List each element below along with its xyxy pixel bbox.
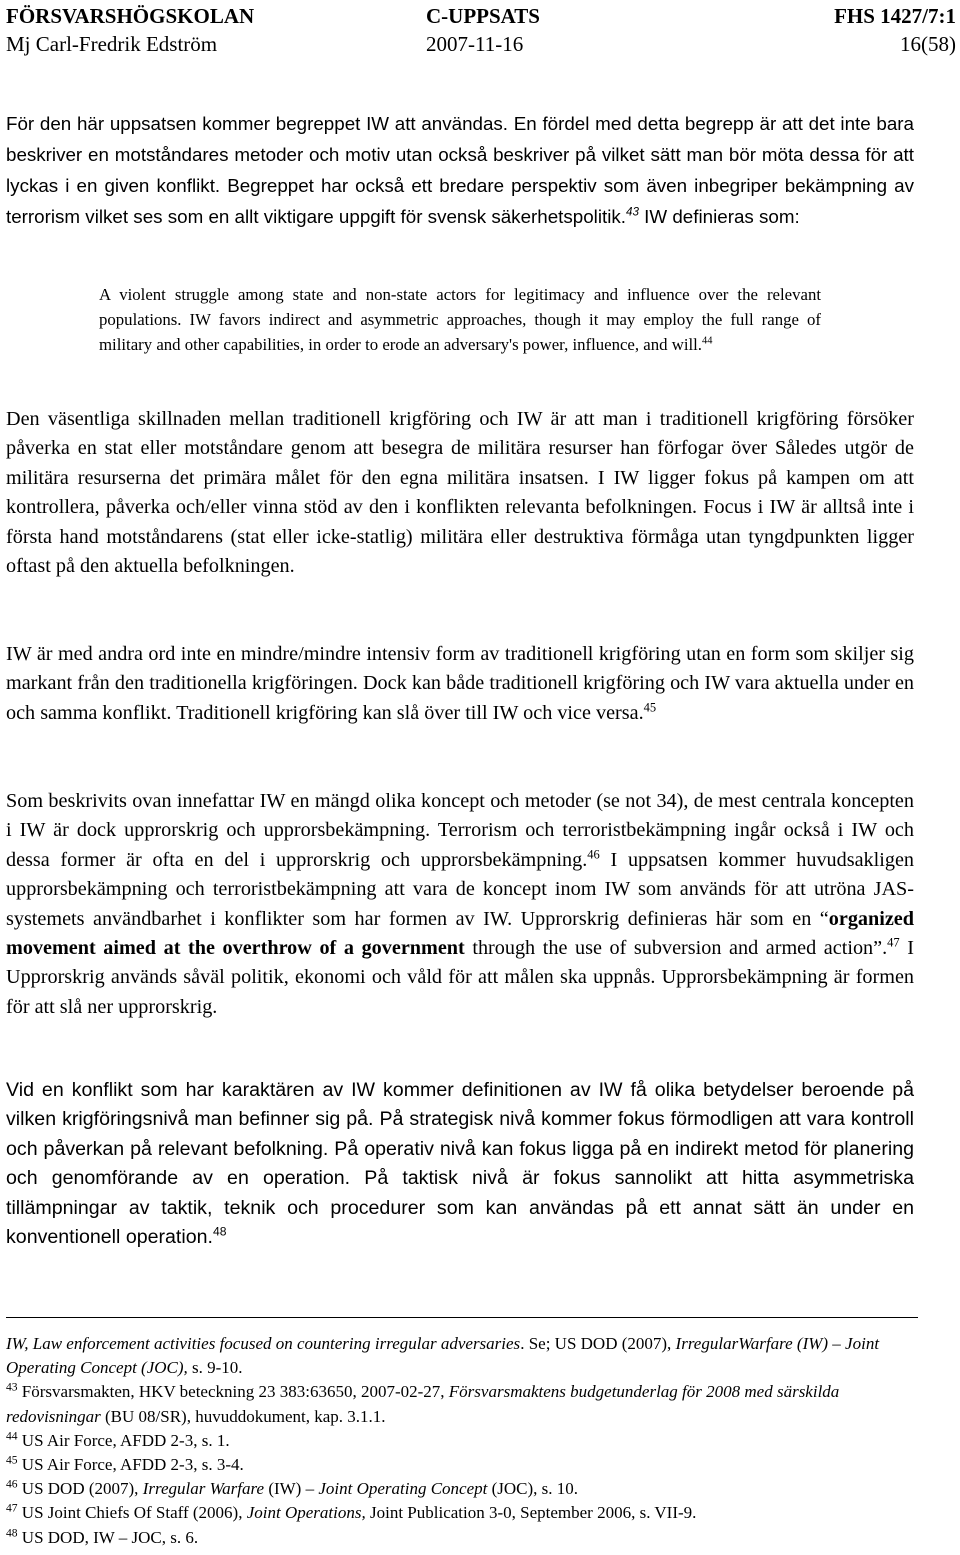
school-name: FÖRSVARSHÖGSKOLAN: [6, 4, 255, 28]
course-code: FHS 1427/7:1: [834, 4, 956, 28]
footnote-continuation: [6, 1332, 918, 1380]
paragraph-text: Vid en konflikt som har karaktären av IW kommer definitionen av IW få olika betydelser beroende på vilken krigföringsnivå man befinner sig på. På strategisk nivå kommer fokus förmodligen att vara kontroll och påverkan på relevant befolkning. På operativ nivå kan fokus ligga på en indirekt metod för planering och genomförande av en operation. På taktisk nivå är fokus sannolikt att hitta asymmetriska tillämpningar av taktik, teknik och procedurer som kan användas på ett annat sätt än under en konventionell operation.: [6, 1079, 914, 1249]
paragraph-tail: IW definieras som:: [638, 206, 800, 227]
footnote-text: US DOD, IW – JOC, s. 6.: [17, 1527, 199, 1547]
paragraph-text-d: I Upprorskrig används såväl politik, ekonomi och våld för att målen ska uppnås. Upprorsbekämpning är formen för att slå ner upprorskrig.: [6, 937, 914, 1018]
footnote-text: US Joint Chiefs Of Staff (2006),: [17, 1503, 247, 1523]
footnote-text: US DOD (2007),: [17, 1479, 143, 1499]
footnote-ref-44[interactable]: 44: [702, 335, 713, 347]
footnote-ref-47[interactable]: 47: [887, 935, 900, 950]
footnote-number: 48: [6, 1525, 18, 1539]
footnote-text: US Air Force, AFDD 2-3, s. 3-4.: [17, 1455, 244, 1475]
footnote-text: Försvarsmakten, HKV beteckning 23 383:63650, 2007-02-27,: [17, 1382, 449, 1402]
block-quote-iw-definition: [99, 282, 821, 357]
footnote-43: [6, 1380, 918, 1428]
footnote-italic: IrregularWarfare (IW) – Joint Operating Concept (JOC),: [6, 1334, 880, 1378]
footnote-text: (JOC), s. 10.: [487, 1479, 579, 1499]
footnote-45: [6, 1453, 918, 1477]
page-header: [6, 2, 956, 58]
document-date: 2007-11-16: [426, 32, 524, 56]
paragraph-text: För den här uppsatsen kommer begreppet IW att användas. En fördel med detta begrepp är att det inte bara beskriver en motståndares metoder och motiv utan också beskriver på vilket sätt man bör möta dessa för att lyckas i en given konflikt. Begreppet har också ett bredare perspektiv som även inbegriper bekämpning av terrorism vilket ses som en allt viktigare uppgift för svensk säkerhetspolitik.: [6, 113, 914, 227]
paragraph-text-a: Som beskrivits ovan innefattar IW en mängd olika koncept och metoder (se not 34), de mest centrala koncepten i IW är dock upprorskrig och upprorsbekämpning. Terrorism och terroristbekämpning ingår också i IW och dessa former är ofta en del i upprorskrig och upprorsbekämpning.: [6, 790, 914, 871]
quote-text: A violent struggle among state and non-state actors for legitimacy and influence over the relevant populations. IW favors indirect and asymmetric approaches, though it may employ the full range of military and other capabilities, in order to erode an adversary's power, influence, and will.: [99, 285, 821, 354]
footnote-ref-43[interactable]: 43: [626, 205, 639, 219]
footnote-number: 46: [6, 1477, 18, 1491]
footnote-ref-46[interactable]: 46: [587, 847, 600, 862]
footnote-italic: Irregular Warfare: [142, 1479, 265, 1499]
footnote-italic: Joint Operating Concept: [318, 1479, 488, 1499]
footnote-text: (BU 08/SR), huvuddokument, kap. 3.1.1.: [100, 1406, 386, 1426]
footnote-number: 45: [6, 1453, 18, 1467]
header-row-bottom: [6, 30, 956, 58]
paragraph-iw-term: [6, 108, 914, 232]
paragraph-text: Den väsentliga skillnaden mellan traditionell krigföring och IW är att man i traditionell krigföring försöker påverka en stat eller motståndare genom att besegra de militära resurser han förfogar över Således utgör de militära resurserna det primära målet för den egna militära insatsen. I IW ligger fokus på kampen om att kontrollera, påverka och/eller vinna stöd av den i konflikten relevanta befolkningen. Focus i IW är alltså inte i första hand motståndarens (stat eller icke-statlig) militära eller destruktiva förmåga utan tyngdpunkten ligger oftast på den aktuella befolkningen.: [6, 408, 914, 578]
footnote-text: . Se; US DOD (2007),: [520, 1334, 676, 1353]
paragraph-levels: [6, 1076, 914, 1252]
footnote-separator: [6, 1317, 918, 1318]
footnote-text: (IW) –: [264, 1479, 319, 1499]
footnote-48: [6, 1526, 918, 1550]
footnote-ref-45[interactable]: 45: [643, 700, 657, 715]
footnote-46: [6, 1477, 918, 1501]
bold-definition: organized movement aimed at the overthrow of a government: [6, 907, 914, 960]
footnote-number: 44: [6, 1429, 18, 1443]
paragraph-difference: [6, 405, 914, 581]
footnote-text: s. 9-10.: [187, 1358, 243, 1378]
page-number: 16(58): [900, 32, 956, 56]
paragraph-text: IW är med andra ord inte en mindre/mindre intensiv form av traditionell krigföring utan en form som skiljer sig markant från den traditionella krigföringen. Dock kan både traditionell krigföring och IW vara aktuella under en och samma konflikt. Traditionell krigföring kan slå över till IW och vice versa.: [6, 643, 914, 724]
footnote-47: [6, 1501, 918, 1525]
footnote-number: 47: [6, 1501, 18, 1515]
author-name: Mj Carl-Fredrik Edström: [6, 32, 218, 56]
footnotes: [6, 1332, 918, 1550]
paragraph-text-b: I uppsatsen kommer huvudsakligen upprorsbekämpning och terroristbekämpning att vara de koncept inom IW som används för att utröna JAS-systemets användbarhet i konflikter som har formen av IW. Upprorskrig definieras här som en “: [6, 848, 915, 930]
footnote-number: 43: [6, 1380, 18, 1394]
footnote-44: [6, 1429, 918, 1453]
footnote-ref-48[interactable]: 48: [212, 1224, 227, 1239]
footnote-italic: IW, Law enforcement activities focused on countering irregular adversaries: [6, 1334, 521, 1353]
footnote-italic: Joint Operations,: [246, 1503, 366, 1523]
paragraph-text-c: through the use of subversion and armed action”.: [464, 937, 888, 960]
document-type: C-UPPSATS: [426, 4, 540, 28]
paragraph-iw-form: [6, 640, 914, 728]
footnote-text: Joint Publication 3-0, September 2006, s. VII-9.: [365, 1503, 697, 1523]
header-row-top: [6, 2, 956, 30]
paragraph-concepts: [6, 787, 914, 1022]
footnote-text: US Air Force, AFDD 2-3, s. 1.: [17, 1430, 230, 1450]
footnote-italic: Försvarsmaktens budgetunderlag för 2008 med särskilda redovisningar: [6, 1382, 840, 1426]
